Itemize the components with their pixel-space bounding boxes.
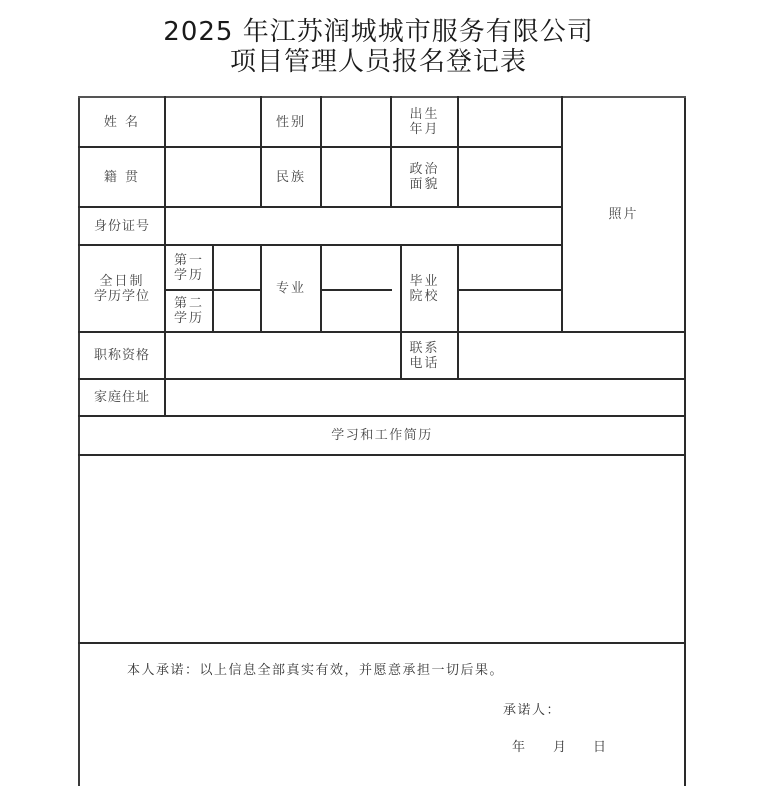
label-major xyxy=(261,245,321,332)
row-divider xyxy=(78,415,686,417)
major-first-field[interactable] xyxy=(321,245,391,290)
label-native-place-text: 籍 贯 xyxy=(103,169,141,185)
label-fulltime-education xyxy=(79,245,165,332)
label-birth-line2: 年月 xyxy=(409,122,440,137)
label-second-degree xyxy=(165,290,213,332)
label-ethnicity xyxy=(261,147,321,207)
resume-header-text: 学习和工作简历 xyxy=(331,428,433,443)
label-political-line1: 政治 xyxy=(409,162,440,177)
row-divider xyxy=(78,454,686,456)
col-divider xyxy=(260,96,262,207)
resume-field[interactable] xyxy=(79,455,685,643)
row-divider xyxy=(78,378,686,380)
col-divider xyxy=(400,244,402,379)
label-first-degree xyxy=(165,245,213,290)
title-qualification-field[interactable] xyxy=(165,332,391,379)
pledge-date-month: 月 xyxy=(553,740,568,755)
label-school-line1: 毕业 xyxy=(409,273,440,289)
table-border-right xyxy=(684,96,686,786)
birth-date-field[interactable] xyxy=(458,97,562,147)
label-title-qualification-text: 职称资格 xyxy=(93,348,150,363)
col-divider xyxy=(390,96,392,207)
major-second-field[interactable] xyxy=(321,290,391,332)
home-address-field[interactable] xyxy=(165,379,685,416)
native-place-field[interactable] xyxy=(165,147,261,207)
label-phone-line2: 电话 xyxy=(409,355,440,371)
col-divider xyxy=(212,244,214,332)
table-border-top xyxy=(78,96,686,98)
label-second-degree-line1: 第二 xyxy=(173,296,204,311)
row-divider xyxy=(457,289,563,291)
label-birth-line1: 出生 xyxy=(409,107,440,122)
document-title-line1: 2025 年江苏润城城市服务有限公司 xyxy=(163,17,594,47)
document-title-line2: 项目管理人员报名登记表 xyxy=(229,47,527,77)
label-native-place xyxy=(79,147,165,207)
school-second-field[interactable] xyxy=(458,290,562,332)
school-first-field[interactable] xyxy=(458,245,562,290)
phone-field[interactable] xyxy=(458,332,685,379)
label-school-line2: 院校 xyxy=(409,288,440,304)
label-first-degree-line2: 学历 xyxy=(173,267,204,283)
gender-field[interactable] xyxy=(321,97,391,147)
photo-box[interactable] xyxy=(562,97,685,332)
first-degree-field[interactable] xyxy=(213,245,261,290)
col-divider xyxy=(457,244,459,379)
second-degree-field[interactable] xyxy=(213,290,261,332)
label-id-number-text: 身份证号 xyxy=(93,218,150,234)
label-ethnicity-text: 民族 xyxy=(275,169,306,185)
name-field[interactable] xyxy=(165,97,261,147)
photo-label: 照片 xyxy=(608,207,639,222)
id-number-field[interactable] xyxy=(165,207,562,245)
label-name xyxy=(79,97,165,147)
political-status-field[interactable] xyxy=(458,147,562,207)
label-political-status xyxy=(391,147,458,207)
pledge-date-year: 年 xyxy=(512,740,527,755)
pledge-date-day: 日 xyxy=(593,740,608,755)
label-birth-date xyxy=(391,97,458,147)
ethnicity-field[interactable] xyxy=(321,147,391,207)
resume-section-header xyxy=(79,416,685,455)
row-divider xyxy=(320,289,392,291)
label-second-degree-line2: 学历 xyxy=(173,311,204,326)
label-major-text: 专业 xyxy=(275,281,306,296)
col-divider xyxy=(320,244,322,332)
label-phone-line1: 联系 xyxy=(409,340,440,356)
label-fulltime-edu-line1: 全日制 xyxy=(99,273,145,289)
label-fulltime-edu-line2: 学历学位 xyxy=(93,288,150,304)
col-divider xyxy=(320,96,322,207)
row-divider xyxy=(78,331,686,333)
pledge-signer-label: 承诺人： xyxy=(503,703,562,718)
col-divider xyxy=(457,96,459,207)
label-first-degree-line1: 第一 xyxy=(173,252,204,268)
col-divider xyxy=(561,96,563,332)
table-border-left xyxy=(78,96,80,786)
col-divider xyxy=(260,244,262,332)
label-political-line2: 面貌 xyxy=(409,177,440,192)
label-gender xyxy=(261,97,321,147)
label-home-address xyxy=(79,379,165,416)
label-home-address-text: 家庭住址 xyxy=(93,390,150,405)
label-gender-text: 性别 xyxy=(275,114,306,130)
label-id-number xyxy=(79,207,165,245)
label-name-text: 姓 名 xyxy=(103,114,141,130)
col-divider xyxy=(164,96,166,416)
pledge-statement: 本人承诺：以上信息全部真实有效，并愿意承担一切后果。 xyxy=(127,663,505,678)
row-divider xyxy=(78,642,686,644)
label-title-qualification xyxy=(79,332,165,379)
